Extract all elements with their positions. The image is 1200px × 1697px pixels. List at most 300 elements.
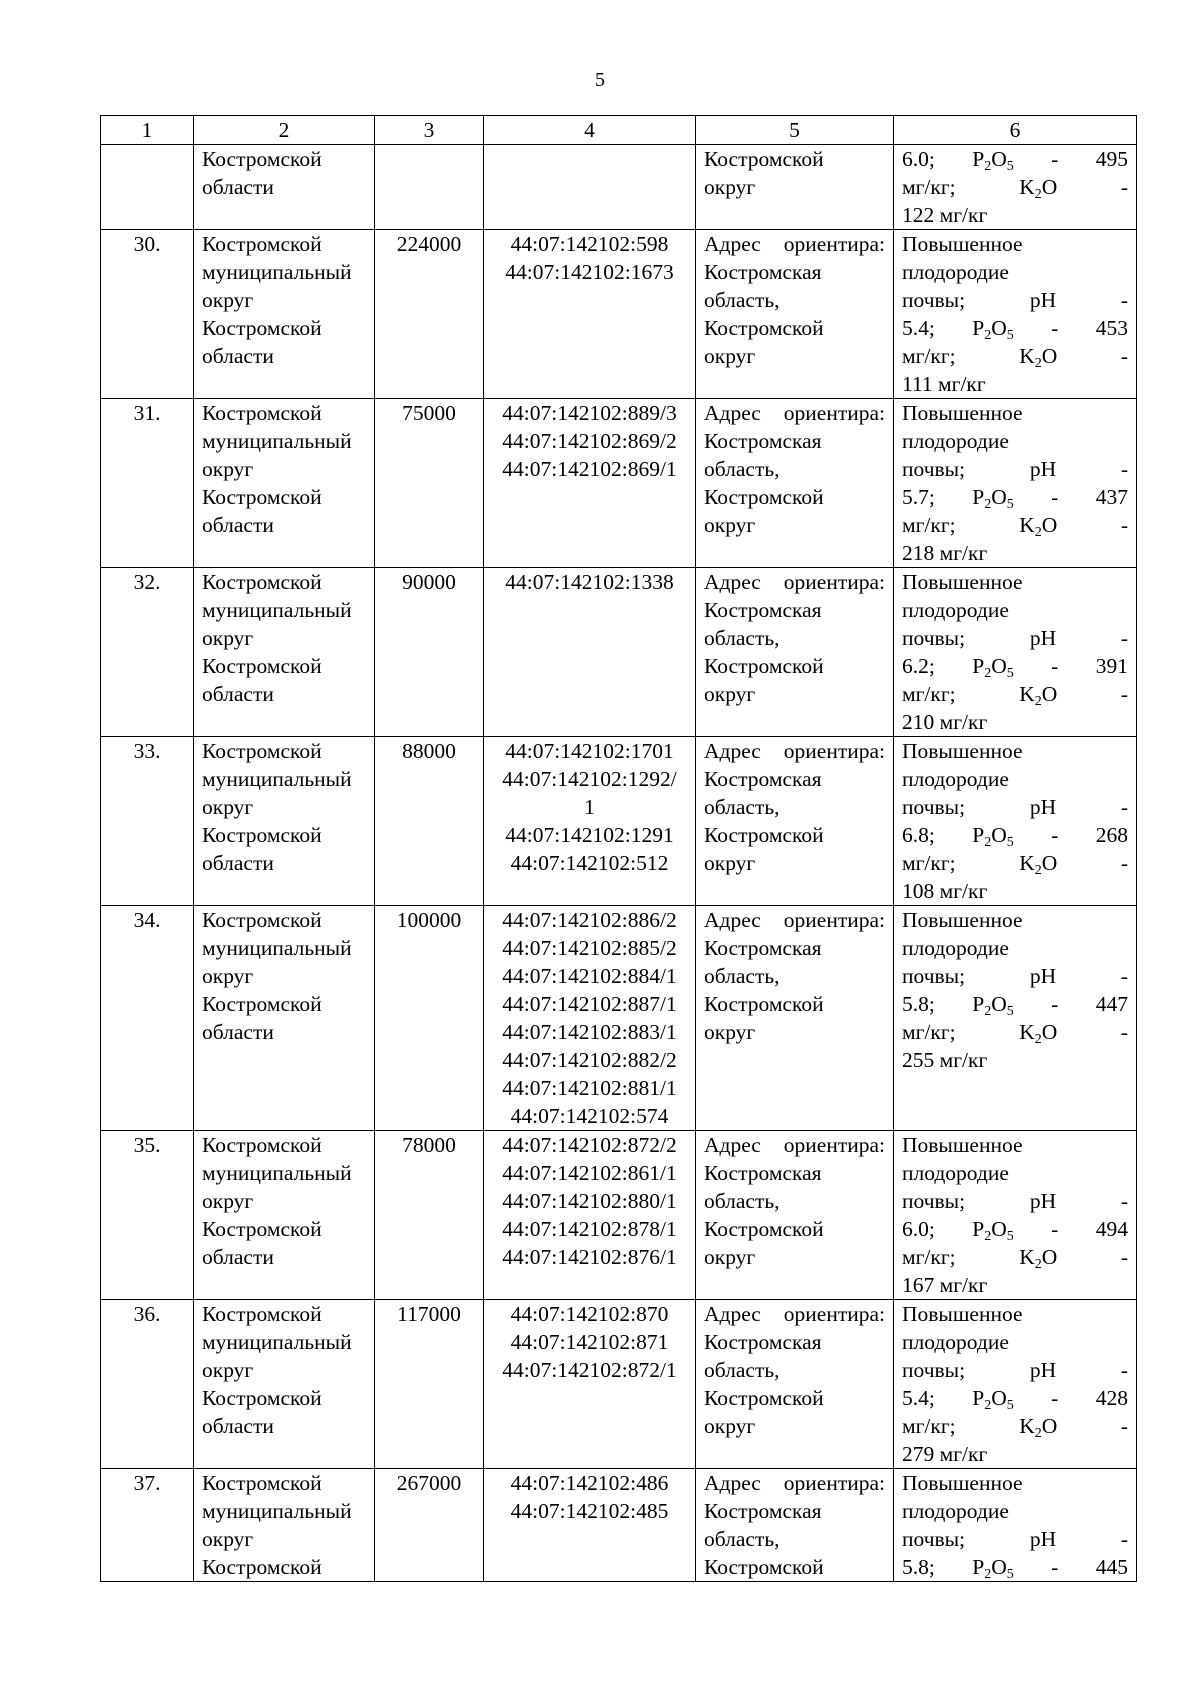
fertility-line — [902, 990, 1128, 1018]
text-fragment: P — [972, 654, 985, 678]
unit: мг/кг; — [902, 851, 956, 875]
cadastral-number: 1 — [584, 795, 595, 819]
ph-value: 6.8; — [902, 823, 935, 847]
text-fragment: - — [1051, 823, 1059, 847]
fertility-line — [902, 652, 1128, 680]
column-number: 2 — [194, 116, 375, 145]
fertility-line — [902, 1356, 1128, 1384]
text-fragment: K — [1019, 1245, 1035, 1269]
region-cell — [194, 145, 375, 230]
address-cell — [696, 145, 894, 230]
address-line: округ — [704, 175, 756, 199]
cadastral-cell — [484, 230, 696, 399]
fertility-title: Повышенное — [902, 401, 1023, 425]
text-fragment: K — [1019, 851, 1035, 875]
fertility-line — [902, 1384, 1128, 1412]
subscript: 2 — [984, 835, 992, 851]
address-cell — [696, 1469, 894, 1582]
ph-value: 5.8; — [902, 1555, 935, 1579]
fertility-line — [902, 1525, 1128, 1553]
k2o-value: 279 мг/кг — [902, 1442, 988, 1466]
region-line: Костромской — [202, 1302, 322, 1326]
address-label: Адрес ориентира: — [704, 570, 885, 594]
area-cell: 267000 — [375, 1469, 484, 1582]
region-cell — [194, 906, 375, 1131]
cadastral-number: 44:07:142102:880/1 — [502, 1189, 677, 1213]
p2o5-formula — [972, 823, 1014, 851]
cadastral-number: 44:07:142102:887/1 — [502, 992, 677, 1016]
text-fragment: почвы; — [902, 964, 966, 988]
text-fragment: P — [972, 147, 985, 171]
text-fragment: почвы; — [902, 288, 966, 312]
subscript: 2 — [1034, 1032, 1042, 1048]
fertility-cell — [894, 906, 1137, 1131]
row-number: 35. — [101, 1131, 194, 1300]
address-line: Костромской — [704, 1217, 824, 1241]
k2o-formula — [1019, 513, 1058, 541]
land-plots-table — [100, 115, 1137, 1582]
fertility-title: Повышенное — [902, 1302, 1023, 1326]
text-fragment: P — [972, 823, 985, 847]
fertility-line — [902, 680, 1128, 708]
fertility-line — [902, 483, 1128, 511]
fertility-line — [902, 286, 1128, 314]
subscript: 2 — [1034, 1257, 1042, 1273]
subscript: 5 — [1006, 1398, 1014, 1414]
subscript: 2 — [984, 497, 992, 513]
text-fragment: почвы; — [902, 1358, 966, 1382]
ph-value: 6.0; — [902, 147, 935, 171]
text-fragment: pH — [1029, 795, 1057, 819]
subscript: 2 — [984, 328, 992, 344]
cadastral-cell — [484, 1469, 696, 1582]
address-label: Адрес ориентира: — [704, 908, 885, 932]
text-fragment: pH — [1029, 626, 1057, 650]
cadastral-number: 44:07:142102:883/1 — [502, 1020, 677, 1044]
p2o5-value: 268 — [1095, 823, 1129, 847]
fertility-cell — [894, 230, 1137, 399]
row-number: 36. — [101, 1300, 194, 1469]
region-line: Костромской — [202, 1133, 322, 1157]
fertility-line — [902, 793, 1128, 821]
cadastral-number: 44:07:142102:485 — [510, 1499, 669, 1523]
fertility-title: Повышенное — [902, 232, 1023, 256]
region-line: области — [202, 851, 274, 875]
column-number: 1 — [101, 116, 194, 145]
text-fragment: почвы; — [902, 795, 966, 819]
fertility-title: Повышенное — [902, 739, 1023, 763]
address-line: область, — [704, 795, 780, 819]
text-fragment: K — [1019, 1020, 1035, 1044]
text-fragment: - — [1051, 316, 1059, 340]
region-line: Костромской — [202, 485, 322, 509]
fertility-cell — [894, 399, 1137, 568]
text-fragment: O — [991, 147, 1007, 171]
cadastral-number: 44:07:142102:1291 — [505, 823, 674, 847]
row-number: 32. — [101, 568, 194, 737]
cadastral-number: 44:07:142102:512 — [510, 851, 669, 875]
cadastral-number: 44:07:142102:885/2 — [502, 936, 677, 960]
address-cell — [696, 399, 894, 568]
text-fragment: почвы; — [902, 457, 966, 481]
text-fragment: pH — [1029, 1189, 1057, 1213]
fertility-line — [902, 1553, 1128, 1581]
region-line: муниципальный — [202, 598, 352, 622]
address-cell — [696, 1131, 894, 1300]
subscript: 5 — [1006, 159, 1014, 175]
address-line: Костромской — [704, 1555, 824, 1579]
fertility-line — [902, 342, 1128, 370]
address-cell — [696, 737, 894, 906]
cadastral-number: 44:07:142102:1673 — [505, 260, 674, 284]
cadastral-number: 44:07:142102:886/2 — [502, 908, 677, 932]
text-fragment: - — [1120, 1358, 1129, 1382]
address-label: Адрес ориентира: — [704, 232, 885, 256]
p2o5-value: 428 — [1095, 1386, 1129, 1410]
text-fragment: - — [1120, 1020, 1129, 1044]
text-fragment: O — [991, 654, 1007, 678]
k2o-formula — [1019, 344, 1058, 372]
region-line: округ — [202, 457, 254, 481]
fertility-line — [902, 1018, 1128, 1046]
k2o-value: 122 мг/кг — [902, 203, 988, 227]
area-cell: 100000 — [375, 906, 484, 1131]
p2o5-value: 447 — [1095, 992, 1129, 1016]
subscript: 2 — [984, 1004, 992, 1020]
fertility-word: плодородие — [902, 598, 1009, 622]
text-fragment: - — [1051, 1217, 1059, 1241]
k2o-formula — [1019, 1414, 1058, 1442]
address-cell — [696, 568, 894, 737]
k2o-formula — [1019, 1245, 1058, 1273]
column-number-row — [101, 116, 1137, 145]
cadastral-cell — [484, 145, 696, 230]
subscript: 2 — [984, 1398, 992, 1414]
text-fragment: - — [1051, 1555, 1059, 1579]
cadastral-number: 44:07:142102:1292/ — [502, 767, 677, 791]
address-cell — [696, 1300, 894, 1469]
address-line: Костромской — [704, 992, 824, 1016]
region-cell — [194, 1469, 375, 1582]
cadastral-number: 44:07:142102:871 — [510, 1330, 669, 1354]
address-line: округ — [704, 1020, 756, 1044]
address-line: Костромская — [704, 767, 822, 791]
row-number: 31. — [101, 399, 194, 568]
p2o5-formula — [972, 654, 1014, 682]
subscript: 2 — [984, 1567, 992, 1583]
p2o5-formula — [972, 147, 1014, 175]
region-line: муниципальный — [202, 1499, 352, 1523]
text-fragment: pH — [1029, 457, 1057, 481]
address-line: Костромская — [704, 1499, 822, 1523]
k2o-value: 218 мг/кг — [902, 541, 988, 565]
text-fragment: почвы; — [902, 626, 966, 650]
cadastral-cell — [484, 1131, 696, 1300]
cadastral-number: 44:07:142102:872/1 — [502, 1358, 677, 1382]
fertility-title: Повышенное — [902, 1133, 1023, 1157]
address-line: область, — [704, 1189, 780, 1213]
region-line: муниципальный — [202, 936, 352, 960]
cadastral-number: 44:07:142102:889/3 — [502, 401, 677, 425]
row-number: 30. — [101, 230, 194, 399]
cadastral-number: 44:07:142102:878/1 — [502, 1217, 677, 1241]
row-number: 37. — [101, 1469, 194, 1582]
address-line: область, — [704, 1527, 780, 1551]
region-cell — [194, 737, 375, 906]
region-line: Костромской — [202, 1471, 322, 1495]
subscript: 2 — [1034, 356, 1042, 372]
subscript: 5 — [1006, 835, 1014, 851]
row-number — [101, 145, 194, 230]
address-line: округ — [704, 1414, 756, 1438]
cadastral-cell — [484, 906, 696, 1131]
text-fragment: K — [1019, 344, 1035, 368]
text-fragment: - — [1120, 457, 1129, 481]
cadastral-number: 44:07:142102:1701 — [505, 739, 674, 763]
unit: мг/кг; — [902, 513, 956, 537]
region-line: округ — [202, 288, 254, 312]
cadastral-number: 44:07:142102:870 — [510, 1302, 669, 1326]
p2o5-formula — [972, 1555, 1014, 1583]
cadastral-number: 44:07:142102:876/1 — [502, 1245, 677, 1269]
cadastral-number: 44:07:142102:884/1 — [502, 964, 677, 988]
subscript: 5 — [1006, 1229, 1014, 1245]
region-line: области — [202, 1020, 274, 1044]
subscript: 5 — [1006, 666, 1014, 682]
column-number: 5 — [696, 116, 894, 145]
table-row — [101, 1469, 1137, 1582]
p2o5-value: 391 — [1095, 654, 1129, 678]
region-line: Костромской — [202, 654, 322, 678]
fertility-title: Повышенное — [902, 1471, 1023, 1495]
text-fragment: O — [1041, 1245, 1058, 1269]
ph-value: 5.7; — [902, 485, 935, 509]
fertility-word: плодородие — [902, 429, 1009, 453]
table-row — [101, 737, 1137, 906]
fertility-cell — [894, 1131, 1137, 1300]
text-fragment: - — [1051, 654, 1059, 678]
fertility-line — [902, 962, 1128, 990]
fertility-line — [902, 511, 1128, 539]
region-line: области — [202, 513, 274, 537]
text-fragment: K — [1019, 682, 1035, 706]
area-cell — [375, 145, 484, 230]
fertility-word: плодородие — [902, 936, 1009, 960]
fertility-word: плодородие — [902, 767, 1009, 791]
unit: мг/кг; — [902, 344, 956, 368]
k2o-formula — [1019, 175, 1058, 203]
region-line: области — [202, 682, 274, 706]
text-fragment: P — [972, 1217, 985, 1241]
region-line: области — [202, 1414, 274, 1438]
fertility-cell — [894, 568, 1137, 737]
address-line: округ — [704, 513, 756, 537]
text-fragment: - — [1120, 513, 1129, 537]
fertility-line — [902, 314, 1128, 342]
text-fragment: O — [991, 316, 1007, 340]
fertility-cell — [894, 145, 1137, 230]
address-line: Костромской — [704, 1386, 824, 1410]
address-line: Костромская — [704, 936, 822, 960]
text-fragment: почвы; — [902, 1189, 966, 1213]
fertility-word: плодородие — [902, 1330, 1009, 1354]
fertility-word: плодородие — [902, 260, 1009, 284]
p2o5-formula — [972, 1217, 1014, 1245]
unit: мг/кг; — [902, 175, 956, 199]
text-fragment: O — [1041, 1020, 1058, 1044]
k2o-value: 255 мг/кг — [902, 1048, 988, 1072]
region-cell — [194, 1300, 375, 1469]
region-cell — [194, 1131, 375, 1300]
text-fragment: K — [1019, 175, 1035, 199]
text-fragment: P — [972, 1386, 985, 1410]
region-line: округ — [202, 1358, 254, 1382]
region-cell — [194, 568, 375, 737]
text-fragment: O — [991, 823, 1007, 847]
region-cell — [194, 399, 375, 568]
text-fragment: - — [1120, 344, 1129, 368]
address-line: округ — [704, 682, 756, 706]
text-fragment: - — [1120, 288, 1129, 312]
fertility-word: плодородие — [902, 1161, 1009, 1185]
text-fragment: O — [1041, 175, 1058, 199]
fertility-line — [902, 1187, 1128, 1215]
text-fragment: O — [991, 485, 1007, 509]
address-line: Костромская — [704, 260, 822, 284]
ph-value: 5.8; — [902, 992, 935, 1016]
fertility-line — [902, 1243, 1128, 1271]
cadastral-number: 44:07:142102:882/2 — [502, 1048, 677, 1072]
text-fragment: O — [991, 1555, 1007, 1579]
region-line: Костромской — [202, 1386, 322, 1410]
cadastral-number: 44:07:142102:869/2 — [502, 429, 677, 453]
address-line: Костромская — [704, 1330, 822, 1354]
fertility-line — [902, 1412, 1128, 1440]
text-fragment: O — [991, 992, 1007, 1016]
address-line: округ — [704, 851, 756, 875]
address-line: Костромской — [704, 316, 824, 340]
unit: мг/кг; — [902, 1414, 956, 1438]
region-line: округ — [202, 1189, 254, 1213]
text-fragment: O — [1041, 344, 1058, 368]
subscript: 2 — [984, 1229, 992, 1245]
subscript: 2 — [1034, 694, 1042, 710]
k2o-value: 210 мг/кг — [902, 710, 988, 734]
address-line: Костромской — [704, 823, 824, 847]
subscript: 5 — [1006, 497, 1014, 513]
address-line: область, — [704, 457, 780, 481]
table-row-continuation — [101, 145, 1137, 230]
fertility-word: плодородие — [902, 1499, 1009, 1523]
subscript: 2 — [1034, 1426, 1042, 1442]
table-row — [101, 568, 1137, 737]
fertility-cell — [894, 1300, 1137, 1469]
fertility-cell — [894, 737, 1137, 906]
cadastral-number: 44:07:142102:486 — [510, 1471, 669, 1495]
region-line: Костромской — [202, 401, 322, 425]
unit: мг/кг; — [902, 1020, 956, 1044]
text-fragment: - — [1120, 175, 1129, 199]
region-line: Костромской — [202, 1217, 322, 1241]
text-fragment: почвы; — [902, 1527, 966, 1551]
cadastral-number: 44:07:142102:861/1 — [502, 1161, 677, 1185]
cadastral-number: 44:07:142102:881/1 — [502, 1076, 677, 1100]
region-line: муниципальный — [202, 767, 352, 791]
fertility-cell — [894, 1469, 1137, 1582]
column-number: 6 — [894, 116, 1137, 145]
region-line: области — [202, 344, 274, 368]
text-fragment: - — [1051, 485, 1059, 509]
fertility-line — [902, 1215, 1128, 1243]
p2o5-value: 445 — [1095, 1555, 1129, 1579]
table-row — [101, 1300, 1137, 1469]
region-line: Костромской — [202, 570, 322, 594]
subscript: 2 — [984, 666, 992, 682]
address-label: Адрес ориентира: — [704, 1471, 885, 1495]
address-line: область, — [704, 288, 780, 312]
row-number: 34. — [101, 906, 194, 1131]
region-line: Костромской — [202, 992, 322, 1016]
table-row — [101, 230, 1137, 399]
fertility-line — [902, 624, 1128, 652]
subscript: 5 — [1006, 328, 1014, 344]
ph-value: 6.2; — [902, 654, 935, 678]
address-label: Адрес ориентира: — [704, 1133, 885, 1157]
region-line: муниципальный — [202, 260, 352, 284]
text-fragment: - — [1120, 795, 1129, 819]
text-fragment: O — [991, 1217, 1007, 1241]
subscript: 2 — [984, 159, 992, 175]
text-fragment: O — [1041, 682, 1058, 706]
table-row — [101, 906, 1137, 1131]
row-number: 33. — [101, 737, 194, 906]
text-fragment: pH — [1029, 288, 1057, 312]
k2o-formula — [1019, 682, 1058, 710]
fertility-line — [902, 455, 1128, 483]
address-line: Костромская — [704, 1161, 822, 1185]
cadastral-number: 44:07:142102:869/1 — [502, 457, 677, 481]
p2o5-formula — [972, 1386, 1014, 1414]
text-fragment: O — [991, 1386, 1007, 1410]
subscript: 5 — [1006, 1004, 1014, 1020]
ph-value: 6.0; — [902, 1217, 935, 1241]
region-cell — [194, 230, 375, 399]
region-line: муниципальный — [202, 429, 352, 453]
p2o5-formula — [972, 992, 1014, 1020]
cadastral-cell — [484, 737, 696, 906]
text-fragment: - — [1120, 851, 1129, 875]
text-fragment: - — [1120, 1245, 1129, 1269]
subscript: 2 — [1034, 863, 1042, 879]
subscript: 2 — [1034, 525, 1042, 541]
region-line: муниципальный — [202, 1330, 352, 1354]
subscript: 5 — [1006, 1567, 1014, 1583]
cadastral-number: 44:07:142102:598 — [510, 232, 669, 256]
region-line: муниципальный — [202, 1161, 352, 1185]
page-number: 5 — [595, 69, 605, 91]
ph-value: 5.4; — [902, 1386, 935, 1410]
unit: мг/кг; — [902, 682, 956, 706]
cadastral-number: 44:07:142102:1338 — [505, 570, 674, 594]
address-line: округ — [704, 1245, 756, 1269]
region-line: округ — [202, 626, 254, 650]
text-fragment: - — [1120, 1527, 1129, 1551]
address-line: Костромская — [704, 429, 822, 453]
text-fragment: pH — [1029, 1527, 1057, 1551]
ph-value: 5.4; — [902, 316, 935, 340]
region-line: округ — [202, 1527, 254, 1551]
text-fragment: pH — [1029, 964, 1057, 988]
